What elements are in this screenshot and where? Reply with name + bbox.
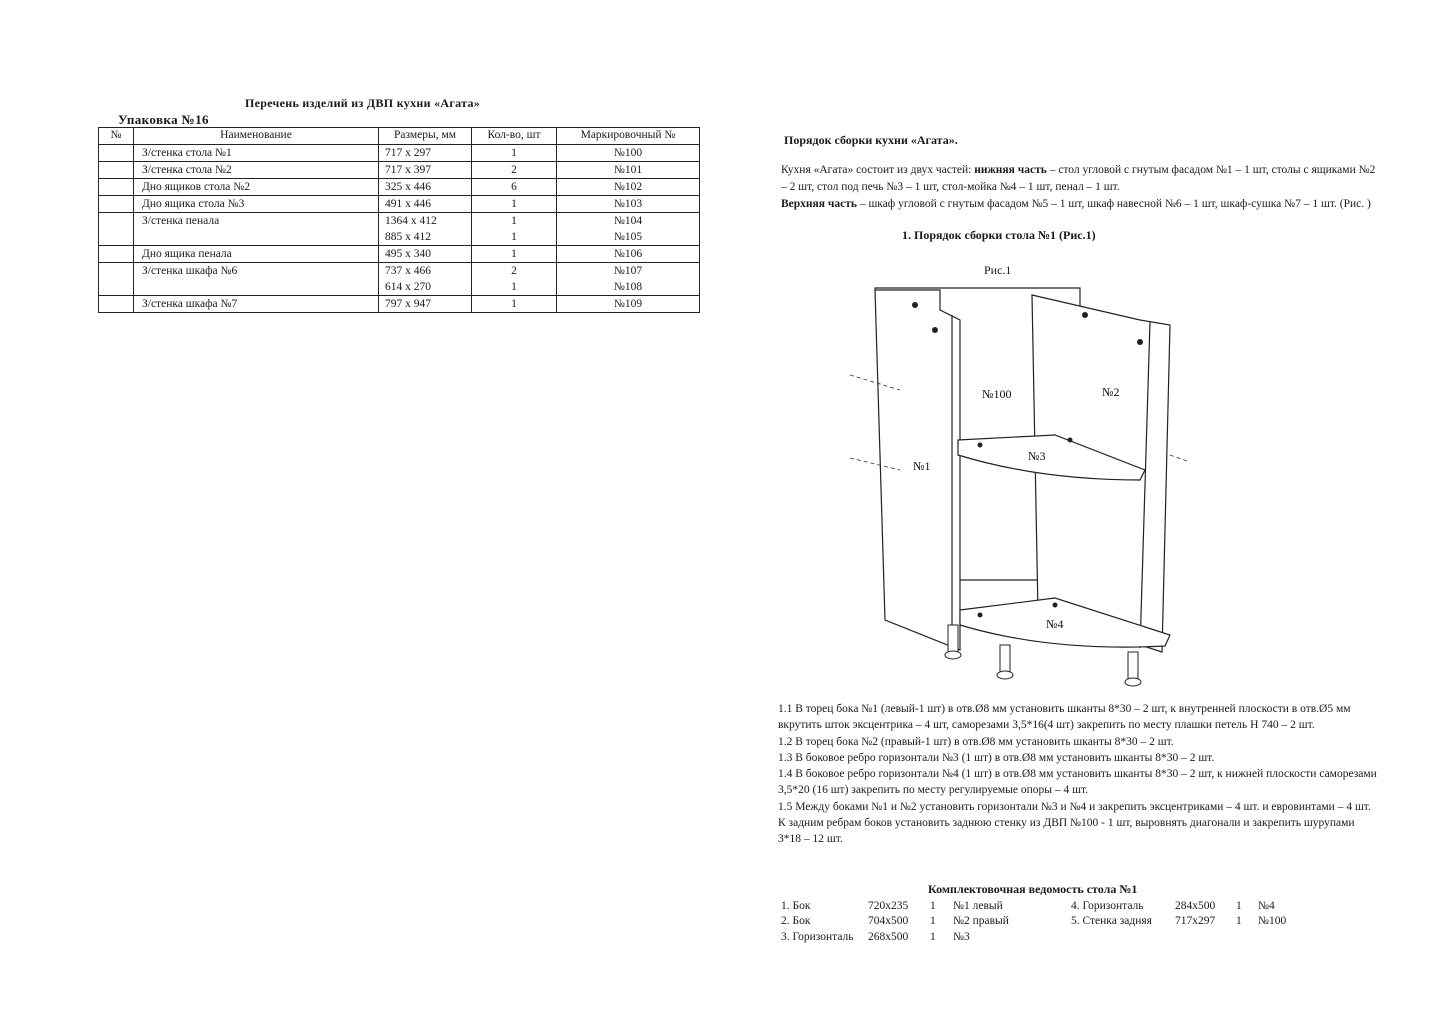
- cell-mark: [557, 213, 700, 246]
- cell-size-text: 717 x 297: [385, 147, 431, 159]
- cell-number: [99, 145, 134, 162]
- cell-name: [134, 213, 379, 246]
- cell-number: [99, 296, 134, 313]
- cell-qty: [472, 246, 557, 263]
- spec-right-name: 4. Горизонталь: [1071, 900, 1144, 912]
- parts-table-body: [99, 145, 700, 313]
- cell-number: [99, 162, 134, 179]
- blank-line: [103, 246, 129, 262]
- step-1-3: 1.3 В боковое ребро горизонтали №3 (1 шт) в отв.Ø8 мм установить шканты 8*30 – 2 шт.: [778, 751, 1215, 764]
- cell-name-text: З/стенка шкафа №6: [142, 265, 238, 277]
- cell-size-text: 614 x 270: [385, 281, 431, 293]
- cell-size-text: 495 x 340: [385, 248, 431, 260]
- spec-right-mark: №4: [1258, 900, 1275, 912]
- table-row: [99, 145, 700, 162]
- cell-mark: [557, 162, 700, 179]
- cell-mark-text: №106: [613, 248, 643, 260]
- spec-left-size: 704x500: [868, 915, 909, 927]
- cell-number: [99, 263, 134, 296]
- table-row: [99, 263, 700, 296]
- cell-size-text: 885 x 412: [385, 231, 431, 243]
- cell-qty: [472, 296, 557, 313]
- cell-size-text: 1364 x 412: [385, 215, 437, 227]
- cell-mark-text: №101: [613, 164, 643, 176]
- cell-qty-text: 2: [511, 265, 517, 277]
- header-size: Размеры, мм: [379, 128, 472, 145]
- spec-left-qty: 1: [930, 915, 936, 927]
- cell-qty: [472, 145, 557, 162]
- blank-line: [103, 279, 129, 295]
- step-1-1: 1.1 В торец бока №1 (левый-1 шт) в отв.Ø8 мм установить шканты 8*30 – 2 шт, к внутренней плоскости в отв.Ø5 мм вкрутить шток эксцентрика – 4 шт, саморезами 3,5*16(4 шт) закрепить по месту плашки петель Н 740 – 2 шт.: [778, 703, 1351, 732]
- cell-size: [379, 213, 472, 246]
- step-1-2: 1.2 В торец бока №2 (правый-1 шт) в отв.Ø8 мм установить шканты 8*30 – 2 шт.: [778, 735, 1174, 748]
- intro-lower-text: – стол угловой с гнутым фасадом №1 – 1 шт, столы с ящиками №2 – 2 шт, стол под печь №3 – 1 шт, стол-мойка №4 – 1 шт, пенал – 1 шт.: [781, 164, 1376, 193]
- cell-mark: [557, 179, 700, 196]
- cell-name-text: З/стенка стола №2: [142, 164, 232, 176]
- cell-size-text: 737 x 466: [385, 265, 431, 277]
- cell-mark: [557, 263, 700, 296]
- cell-size: [379, 296, 472, 313]
- assembly-steps: [778, 701, 1378, 848]
- spec-left-size: 268x500: [868, 931, 909, 943]
- blank-line: [103, 196, 129, 212]
- cell-number: [99, 213, 134, 246]
- blank-line: [103, 179, 129, 195]
- cell-qty: [472, 263, 557, 296]
- spec-left-name: 1. Бок: [781, 900, 811, 912]
- cell-name: [134, 179, 379, 196]
- label-part-1: №1: [913, 459, 931, 473]
- cell-size: [379, 196, 472, 213]
- cell-name: [134, 145, 379, 162]
- cell-number: [99, 246, 134, 263]
- table-row: [99, 196, 700, 213]
- label-part-100: №100: [982, 387, 1012, 401]
- cell-qty-text: 1: [511, 281, 517, 293]
- cell-number: [99, 179, 134, 196]
- cell-qty-text: 1: [511, 248, 517, 260]
- label-part-2: №2: [1102, 385, 1120, 399]
- cell-qty-text: 2: [511, 164, 517, 176]
- spec-left-mark: №3: [953, 931, 970, 943]
- cell-name: [134, 263, 379, 296]
- cell-name-text: Дно ящиков стола №2: [142, 181, 250, 193]
- step-1-4: 1.4 В боковое ребро горизонтали №4 (1 шт) в отв.Ø8 мм установить шканты 8*30 – 2 шт, к нижней плоскости саморезами 3,5*20 (16 шт) закрепить по месту регулируемые опоры – 4 шт.: [778, 768, 1377, 797]
- spec-right-mark: №100: [1258, 915, 1287, 927]
- cell-qty-text: 1: [511, 298, 517, 310]
- cell-size-text: 717 x 397: [385, 164, 431, 176]
- spec-left-qty: 1: [930, 900, 936, 912]
- cell-mark-text: №103: [613, 198, 643, 210]
- figure-caption: Рис.1: [984, 263, 1012, 277]
- cell-size: [379, 246, 472, 263]
- spec-right-qty: 1: [1236, 915, 1242, 927]
- cell-qty: [472, 213, 557, 246]
- cell-mark: [557, 296, 700, 313]
- spec-right-name: 5. Стенка задняя: [1071, 915, 1152, 927]
- table-row: [99, 162, 700, 179]
- cell-mark: [557, 196, 700, 213]
- spec-left-name: 3. Горизонталь: [781, 931, 854, 943]
- cell-size: [379, 145, 472, 162]
- cell-name-text: З/стенка пенала: [142, 215, 220, 227]
- cell-mark-text: №100: [613, 147, 643, 159]
- table-row: [99, 296, 700, 313]
- table-row: [99, 246, 700, 263]
- spec-title: Комплектовочная ведомость стола №1: [928, 882, 1138, 896]
- blank-line: [103, 229, 129, 245]
- cell-mark-text: №108: [613, 281, 643, 293]
- spec-left-qty: 1: [930, 931, 936, 943]
- assembly-title: Порядок сборки кухни «Агата».: [784, 133, 958, 147]
- spec-right-size: 717x297: [1175, 915, 1216, 927]
- cell-mark: [557, 246, 700, 263]
- intro-lead: Кухня «Агата» состоит из двух частей:: [781, 164, 975, 176]
- blank-line: [103, 263, 129, 279]
- blank-line: [103, 145, 129, 161]
- cell-mark-text: №105: [613, 231, 643, 243]
- cell-name: [134, 296, 379, 313]
- label-part-3: №3: [1028, 449, 1046, 463]
- cell-mark-text: №109: [613, 298, 643, 310]
- blank-line: [103, 296, 129, 312]
- header-qty: Кол-во, шт: [472, 128, 557, 145]
- cell-qty-text: 1: [511, 215, 517, 227]
- parts-list-title: Перечень изделий из ДВП кухни «Агата»: [245, 96, 481, 110]
- cell-mark-text: №102: [613, 181, 643, 193]
- table-header-row: [99, 128, 700, 145]
- spec-left-name: 2. Бок: [781, 915, 811, 927]
- intro-upper-part: [781, 196, 1381, 213]
- cell-number: [99, 196, 134, 213]
- package-label: Упаковка №16: [118, 112, 209, 127]
- cell-size: [379, 162, 472, 179]
- cell-name-text: З/стенка стола №1: [142, 147, 232, 159]
- intro-lower-label: нижняя часть: [974, 164, 1047, 176]
- intro-upper-text: – шкаф угловой с гнутым фасадом №5 – 1 шт, шкаф навесной №6 – 1 шт, шкаф-сушка №7 – 1 шт. (Рис. ): [856, 198, 1371, 210]
- step-1-5: 1.5 Между боками №1 и №2 установить горизонтали №3 и №4 и закрепить эксцентриками – 4 шт. и евровинтами – 4 шт. К задним ребрам боков установить заднюю стенку из ДВП №100 - 1 шт, выровнять диагонали и закрепить шурупами 3*18 – 12 шт.: [778, 800, 1371, 846]
- cell-mark: [557, 145, 700, 162]
- cell-qty-text: 6: [511, 181, 517, 193]
- cell-size-text: 797 x 947: [385, 298, 431, 310]
- spec-left-size: 720x235: [868, 900, 909, 912]
- cell-name-text: Дно ящика стола №3: [142, 198, 245, 210]
- cell-name-text: З/стенка шкафа №7: [142, 298, 238, 310]
- header-mark: Маркировочный №: [557, 128, 700, 145]
- cell-name: [134, 246, 379, 263]
- header-number: №: [99, 128, 134, 145]
- intro-upper-label: Верхняя часть: [781, 198, 857, 210]
- header-name: Наименование: [134, 128, 379, 145]
- cell-name: [134, 162, 379, 179]
- cell-qty: [472, 196, 557, 213]
- cell-qty-text: 1: [511, 198, 517, 210]
- cell-qty-text: 1: [511, 147, 517, 159]
- cell-size-text: 325 x 446: [385, 181, 431, 193]
- table-row: [99, 179, 700, 196]
- assembly-drawing: [840, 280, 1200, 700]
- cell-size-text: 491 x 446: [385, 198, 431, 210]
- cell-size: [379, 263, 472, 296]
- table-row: [99, 213, 700, 246]
- spec-right-size: 284x500: [1175, 900, 1216, 912]
- label-part-4: №4: [1046, 617, 1064, 631]
- parts-table: [98, 127, 700, 313]
- intro-lower-part: [781, 162, 1381, 196]
- blank-line: [103, 213, 129, 229]
- section-title: 1. Порядок сборки стола №1 (Рис.1): [902, 228, 1096, 242]
- spec-left-mark: №2 правый: [953, 915, 1009, 927]
- cell-mark-text: №107: [613, 265, 643, 277]
- cell-qty-text: 1: [511, 231, 517, 243]
- intro-text: [781, 162, 1381, 213]
- cell-size: [379, 179, 472, 196]
- spec-left-mark: №1 левый: [953, 900, 1003, 912]
- blank-line: [103, 162, 129, 178]
- cell-mark-text: №104: [613, 215, 643, 227]
- spec-right-qty: 1: [1236, 900, 1242, 912]
- cell-qty: [472, 179, 557, 196]
- cell-name-text: Дно ящика пенала: [142, 248, 232, 260]
- cell-qty: [472, 162, 557, 179]
- cell-name: [134, 196, 379, 213]
